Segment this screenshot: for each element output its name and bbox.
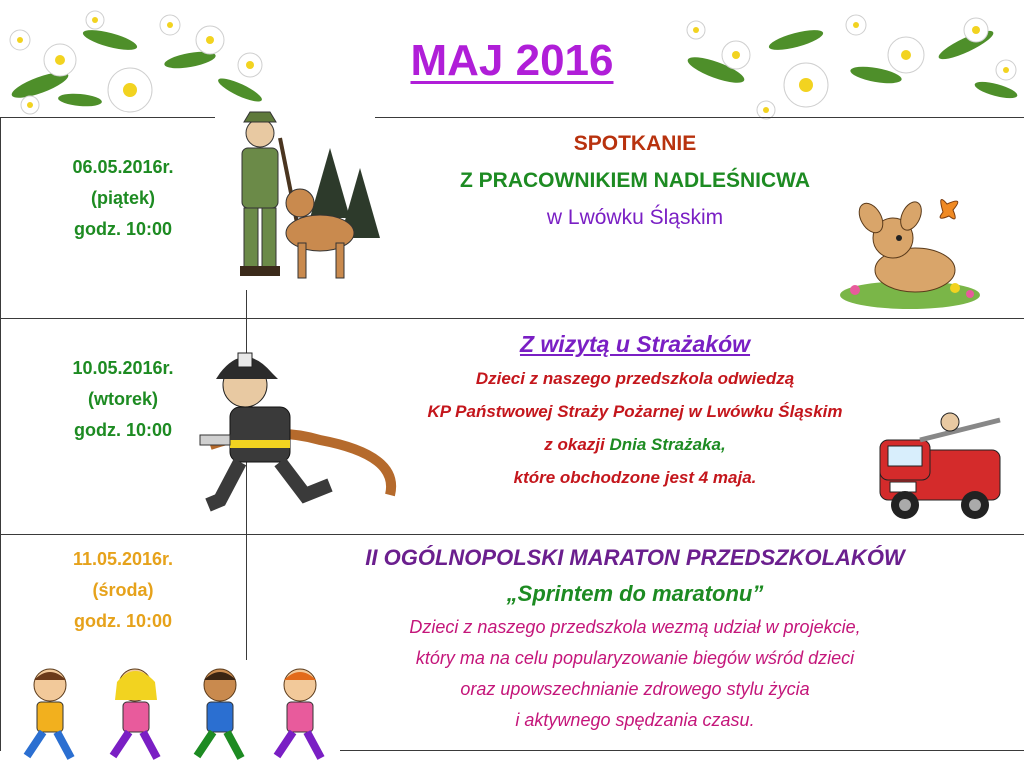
event-date: 10.05.2016r. (72, 358, 174, 378)
event-line-prefix: z okazji (544, 435, 610, 454)
event-time: godz. 10:00 (73, 611, 173, 631)
event-subheading: „Sprintem do maratonu” (506, 581, 764, 606)
page-title: MAJ 2016 (410, 36, 614, 85)
event-line: Dzieci z naszego przedszkola wezmą udział w projekcie, (409, 617, 861, 637)
running-children-illustration-icon (5, 660, 340, 768)
event-line: który ma na celu popularyzowanie biegów wśród dzieci (415, 648, 855, 668)
event-date: 06.05.2016r. (72, 157, 174, 177)
event-day: (wtorek) (87, 389, 158, 409)
event-line: Dzieci z naszego przedszkola odwiedzą (475, 369, 795, 388)
event-highlight: Dnia Strażaka, (609, 435, 726, 454)
event-date-cell (0, 544, 246, 637)
event-heading: II OGÓLNOPOLSKI MARATON PRZEDSZKOLAKÓW (365, 545, 905, 570)
event-time: godz. 10:00 (73, 420, 173, 440)
event-time: godz. 10:00 (73, 219, 173, 239)
event-line: i aktywnego spędzania czasu. (515, 710, 755, 730)
event-day: (piątek) (90, 188, 155, 208)
event-description (246, 540, 1024, 736)
event-line: które obchodzone jest 4 maja. (513, 468, 757, 487)
fire-truck-illustration-icon (860, 400, 1020, 530)
event-location: w Lwówku Śląskim (546, 206, 724, 229)
fawn-with-butterfly-illustration-icon (835, 190, 985, 310)
firefighter-with-hose-illustration-icon (190, 345, 410, 525)
event-subtitle: Z PRACOWNIKIEM NADLEŚNICWA (460, 169, 810, 192)
event-line: KP Państwowej Straży Pożarnej w Lwówku Śląskim (427, 402, 843, 421)
forester-with-dog-illustration-icon (210, 108, 380, 288)
table-border-bottom (340, 750, 1024, 751)
event-date: 11.05.2016r. (72, 549, 174, 569)
event-line: oraz upowszechnianie zdrowego stylu życia (460, 679, 810, 699)
event-heading: Z wizytą u Strażaków (519, 331, 751, 357)
event-title: SPOTKANIE (573, 132, 697, 155)
event-day: (środa) (92, 580, 154, 600)
